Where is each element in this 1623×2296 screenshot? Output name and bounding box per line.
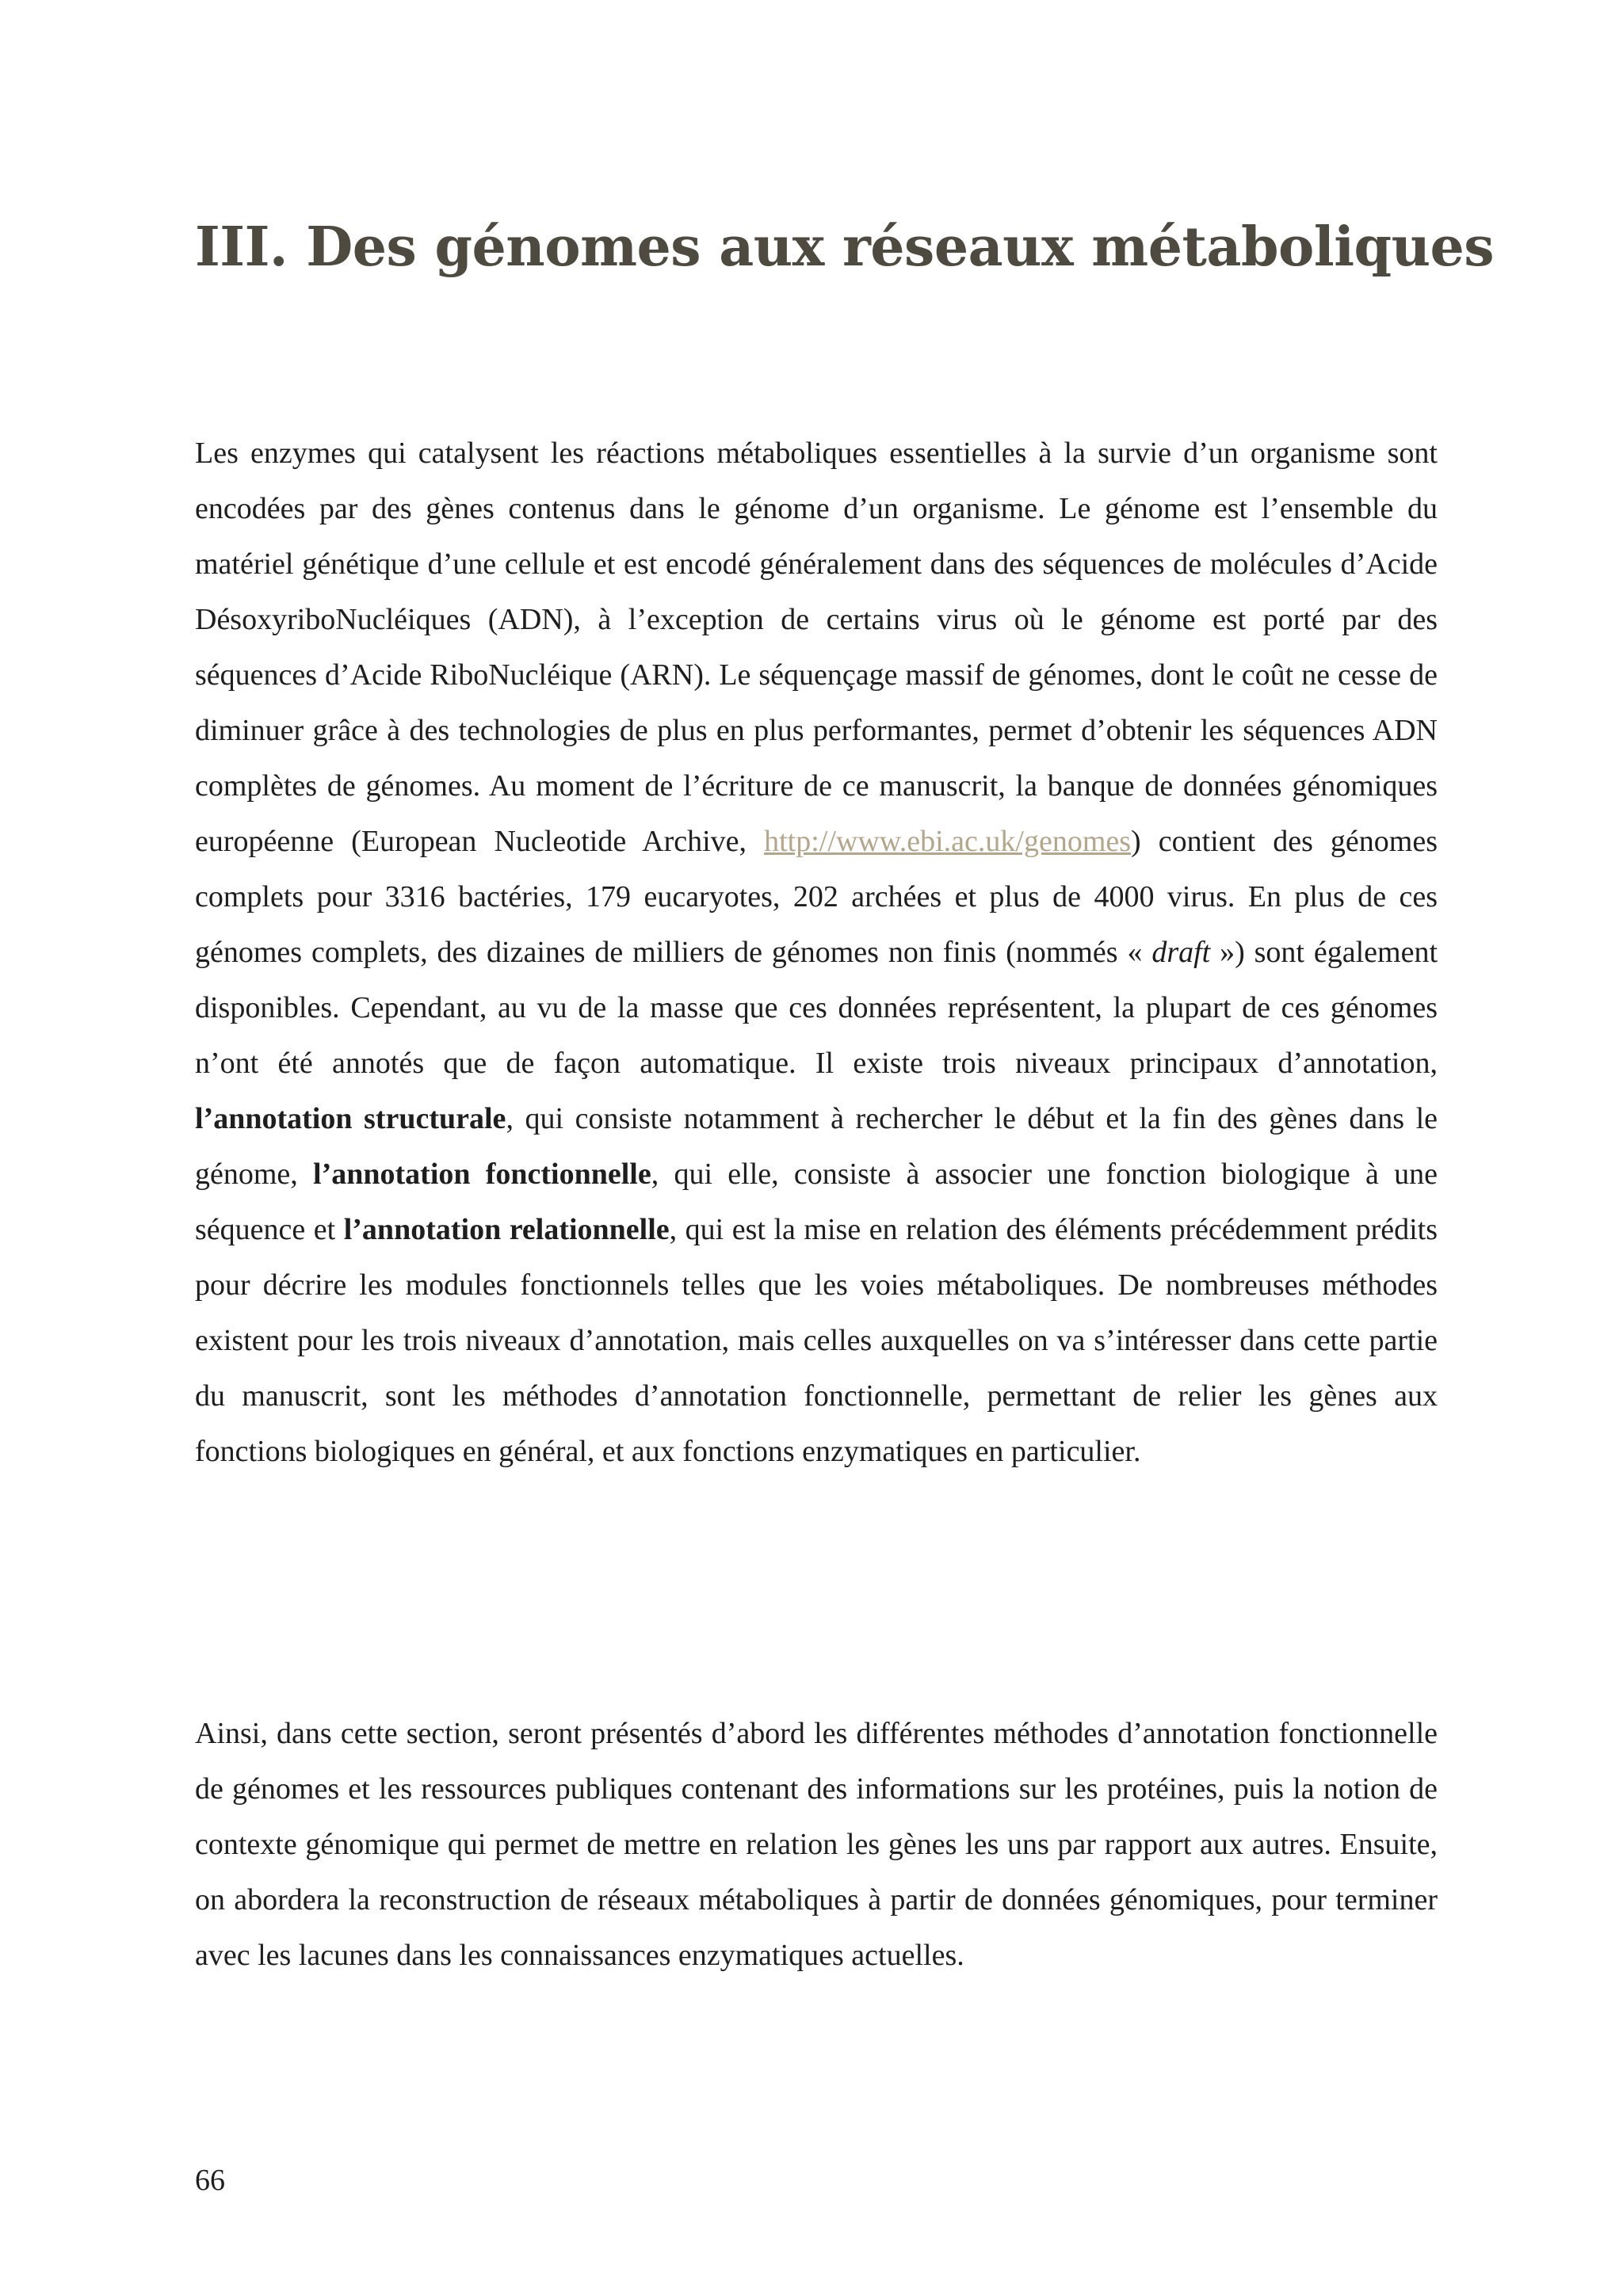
text-run: , qui est la mise en relation des éléments précédemment prédits pour décrire les modules fonctionnels telles que les voies métaboliques. De nombreuses méthodes existent pour les trois niveaux d’annotation, mais celles auxquelles on va s’intéresser dans cette partie du manuscrit, sont les méthodes d’annotation fonctionnelle, permettant de relier les gènes aux fonctions biologiques en général, et aux fonctions enzymatiques en particulier. [195, 1213, 1438, 1468]
body-paragraph-2: Ainsi, dans cette section, seront présentés d’abord les différentes méthodes d’annotation fonctionnelle de génomes et les ressources publiques contenant des informations sur les protéines, puis la notion de contexte génomique qui permet de mettre en relation les gènes les uns par rapport aux autres. Ensuite, on abordera la reconstruction de réseaux métaboliques à partir de données génomiques, pour terminer avec les lacunes dans les connaissances enzymatiques actuelles. [195, 1717, 1438, 1972]
text-run: ») sont également disponibles. Cependant, au vu de la masse que ces données représentent, la plupart de ces génomes n’ont été annotés que de façon automatique. Il existe trois niveaux principaux d’annotation, [195, 936, 1438, 1080]
draft-term: draft [1151, 936, 1211, 969]
text-run: , qui consiste notamment à rechercher le début et la fin des gènes dans le génome, [195, 1102, 1438, 1191]
text-run: Les enzymes qui catalysent les réactions métaboliques essentielles à la survie d’un organisme sont encodées par des gènes contenus dans le génome d’un organisme. Le génome est l’ensemble du matériel génétique d’une cellule et est encodé généralement dans des séquences de molécules d’Acide DésoxyriboNucléiques (ADN), à l’exception de certains virus où le génome est porté par des séquences d’Acide RiboNucléique (ARN). Le séquençage massif de génomes, dont le coût ne cesse de diminuer grâce à des technologies de plus en plus performantes, permet d’obtenir les séquences ADN complètes de génomes. Au moment de l’écriture de ce manuscrit, la banque de données génomiques européenne (European Nucleotide Archive, [195, 437, 1438, 858]
page-number: 66 [195, 2164, 225, 2197]
section-heading: III. Des génomes aux réseaux métaboliques [195, 215, 1495, 279]
text-run: ) contient des génomes complets pour 3316 bactéries, 179 eucaryotes, 202 archées et plus de 4000 virus. En plus de ces génomes complets, des dizaines de milliers de génomes non finis (nommés « [195, 825, 1438, 969]
term-relational-annotation: l’annotation relationnelle [343, 1213, 670, 1246]
text-run: , qui elle, consiste à associer une fonction biologique à une séquence et [195, 1158, 1438, 1246]
ebi-genomes-link[interactable]: http://www.ebi.ac.uk/genomes [764, 825, 1132, 858]
term-structural-annotation: l’annotation structurale [195, 1102, 506, 1135]
term-functional-annotation: l’annotation fonctionnelle [313, 1158, 651, 1191]
body-paragraph-1 [195, 425, 1438, 1479]
